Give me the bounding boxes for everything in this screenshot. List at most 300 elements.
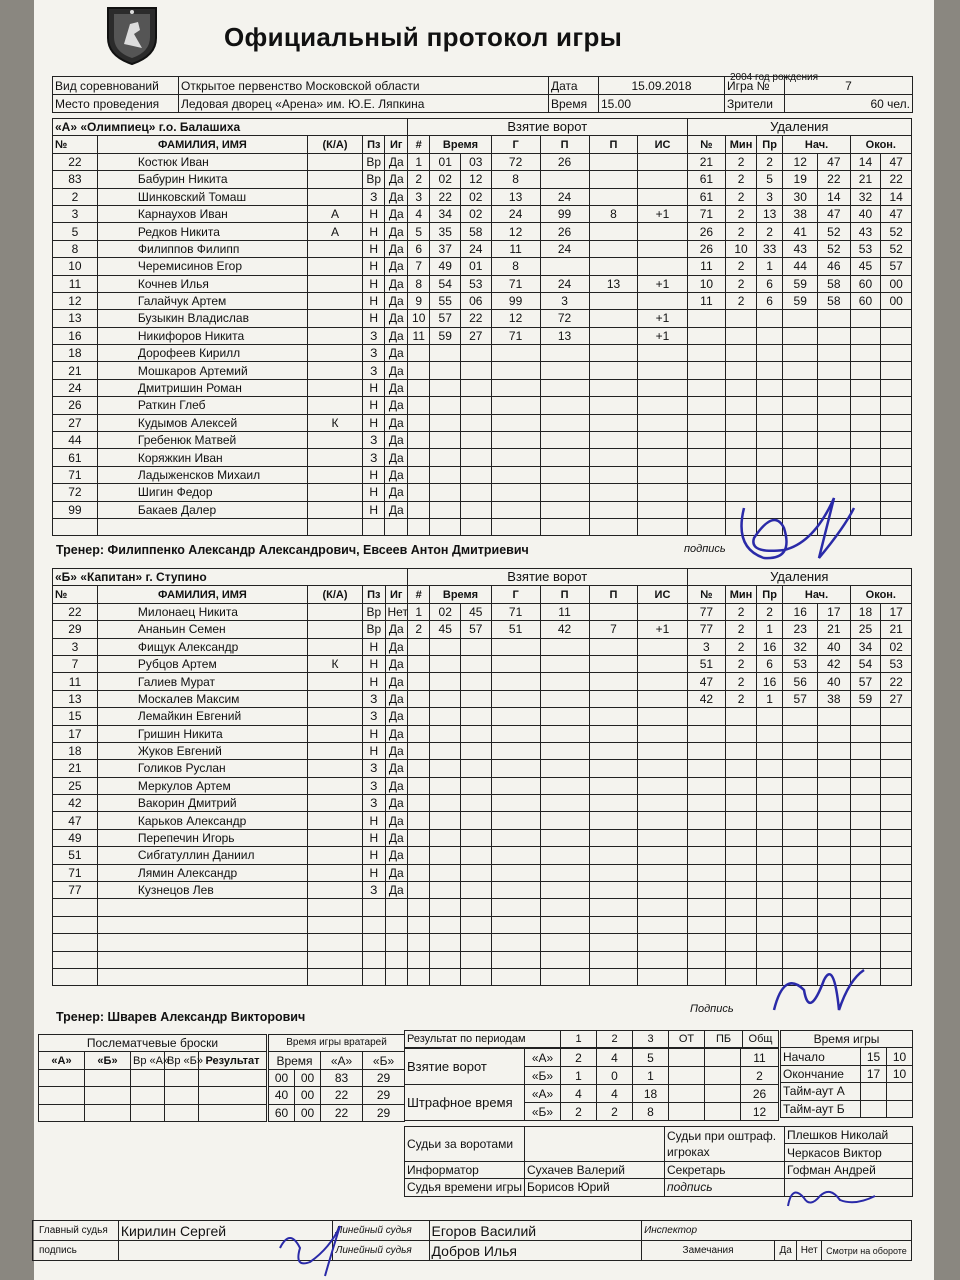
player-played: Да (385, 777, 407, 794)
col-pen-reason: Пр (756, 586, 783, 603)
goal-number: 2 (407, 171, 429, 188)
player-name: Ладыженсков Михаил (97, 466, 307, 483)
gk-col-a: «А» (321, 1052, 363, 1069)
goal-scorer: 24 (491, 205, 540, 222)
player-position: З (363, 795, 385, 812)
goal-number: 1 (407, 153, 429, 170)
col-pen-end: Окон. (850, 136, 911, 153)
penalty-player: 26 (687, 223, 726, 240)
timeout-b-label: Тайм-аут Б (781, 1100, 861, 1117)
player-played (385, 934, 407, 951)
goal-second: 12 (461, 171, 492, 188)
player-role: К (307, 655, 362, 672)
penalty-end-sec: 52 (881, 223, 912, 240)
penalty-reason: 6 (756, 275, 783, 292)
timeout-a-label: Тайм-аут А (781, 1083, 861, 1100)
start-minute: 10 (887, 1048, 913, 1065)
player-number: 17 (53, 725, 98, 742)
penalty-start-min: 12 (783, 153, 818, 170)
pim-label: Штрафное время (405, 1085, 525, 1121)
penalty-end-sec: 21 (881, 621, 912, 638)
table-row (53, 673, 912, 690)
team-b-label: «Б» (525, 1067, 561, 1085)
player-number: 16 (53, 327, 98, 344)
player-number: 42 (53, 795, 98, 812)
penalty-minutes: 2 (726, 223, 757, 240)
player-position: Н (363, 829, 385, 846)
player-role (307, 812, 362, 829)
player-position: З (363, 188, 385, 205)
player-number: 51 (53, 847, 98, 864)
player-played: Да (385, 449, 408, 466)
col-pen-min: Мин (726, 136, 757, 153)
goalkeeper-time-table (268, 1034, 405, 1122)
coach-a-signature-icon (724, 488, 864, 578)
player-role (307, 708, 362, 725)
col-name: ФАМИЛИЯ, ИМЯ (97, 586, 307, 603)
gk-b-number: 29 (363, 1087, 405, 1104)
penalty-reason: 33 (756, 240, 783, 257)
player-played: Да (385, 742, 407, 759)
penalty-end-sec: 02 (881, 638, 912, 655)
player-position: Н (363, 258, 385, 275)
table-row (269, 1104, 405, 1121)
referee-signature-icon (270, 1218, 350, 1278)
penalty-end-sec: 27 (881, 690, 912, 707)
player-position: Н (363, 275, 385, 292)
game-number-label: Игра № (725, 77, 785, 95)
player-played: Да (385, 414, 408, 431)
gk-minute: 60 (269, 1104, 295, 1121)
goal-scorer: 8 (491, 171, 540, 188)
player-role (307, 397, 362, 414)
player-played: Да (385, 882, 407, 899)
penalty-end-min: 14 (850, 153, 881, 170)
col-goal-time: Время (430, 136, 491, 153)
table-row (53, 864, 912, 881)
player-number: 49 (53, 829, 98, 846)
player-role: К (307, 414, 362, 431)
goal-situation (638, 258, 687, 275)
player-role (307, 275, 362, 292)
player-role (307, 362, 362, 379)
player-name (97, 968, 307, 985)
goal-scorer: 72 (491, 153, 540, 170)
pim-a-value: 26 (741, 1085, 779, 1103)
player-played: Да (385, 621, 407, 638)
player-position: Н (363, 292, 385, 309)
player-position: Н (363, 812, 385, 829)
goal-situation: +1 (638, 205, 687, 222)
penalty-minutes: 2 (726, 258, 757, 275)
player-name: Милонаец Никита (97, 603, 307, 620)
goal-minute: 22 (430, 188, 461, 205)
player-number: 26 (53, 397, 98, 414)
goal-scorer: 12 (491, 223, 540, 240)
player-position: З (363, 882, 385, 899)
date-label: Дата (549, 77, 599, 95)
competition-label: Вид соревнований (53, 77, 179, 95)
player-played: Да (385, 205, 408, 222)
pim-b-value: 2 (561, 1103, 597, 1121)
penalty-end-sec: 17 (881, 603, 912, 620)
player-name: Шинковский Томаш (97, 188, 307, 205)
penalty-player: 10 (687, 275, 726, 292)
player-role (307, 292, 362, 309)
signature-label: подпись (665, 1179, 785, 1196)
penalty-end-min: 43 (850, 223, 881, 240)
secretary-value: Гофман Андрей (785, 1161, 913, 1178)
player-number (53, 951, 98, 968)
goals-a-value: 2 (561, 1049, 597, 1067)
team-a-label: «А» (525, 1049, 561, 1067)
player-number: 44 (53, 432, 98, 449)
penalty-end-min: 21 (850, 171, 881, 188)
player-number: 11 (53, 275, 98, 292)
col-ig: Иг (385, 136, 408, 153)
linesman-1-value: Егоров Василий (429, 1221, 642, 1241)
table-row (53, 777, 912, 794)
penalty-minutes: 2 (726, 655, 757, 672)
player-position: Вр (363, 171, 385, 188)
penalty-start-sec: 47 (818, 153, 851, 170)
goal-second: 24 (461, 240, 492, 257)
player-position: Н (363, 655, 385, 672)
player-role (307, 518, 362, 535)
goal-assist-2 (589, 310, 638, 327)
pim-b-value (705, 1103, 741, 1121)
col-pen-number: № (687, 136, 726, 153)
penalty-start-min: 59 (783, 292, 818, 309)
penalty-minutes: 2 (726, 171, 757, 188)
goal-second: 22 (461, 310, 492, 327)
team-a-coach: Тренер: Филиппенко Александр Александрович, Евсеев Антон Дмитриевич (56, 543, 529, 557)
place-label: Место проведения (53, 95, 179, 113)
player-number: 21 (53, 362, 98, 379)
referee-value: Кирилин Сергей (118, 1221, 333, 1241)
col-goal-scorer: Г (491, 586, 540, 603)
goal-assist-2 (589, 223, 638, 240)
player-number: 11 (53, 673, 98, 690)
penalty-end-sec: 22 (881, 673, 912, 690)
page-title: Официальный протокол игры (224, 22, 623, 52)
pim-a-value: 4 (597, 1085, 633, 1103)
player-name: Шигин Федор (97, 484, 307, 501)
player-number: 99 (53, 501, 98, 518)
player-number: 8 (53, 240, 98, 257)
goal-situation: +1 (638, 327, 687, 344)
player-position: З (363, 708, 385, 725)
penalty-player: 21 (687, 153, 726, 170)
period-shootout: ПБ (705, 1031, 743, 1048)
goal-second: 03 (461, 153, 492, 170)
penalty-judge-2: Черкасов Виктор (785, 1144, 913, 1161)
player-number (53, 518, 98, 535)
player-number: 61 (53, 449, 98, 466)
referee-label: Главный судья (33, 1221, 119, 1241)
goal-number: 1 (407, 603, 429, 620)
penalty-reason: 3 (756, 188, 783, 205)
player-name (97, 934, 307, 951)
col-ka: (К/А) (307, 586, 362, 603)
goal-situation (638, 223, 687, 240)
penalty-reason: 6 (756, 655, 783, 672)
player-role (307, 449, 362, 466)
player-position (363, 968, 385, 985)
penalty-minutes: 2 (726, 621, 757, 638)
col-ka: (К/А) (307, 136, 362, 153)
goal-assist-2: 7 (589, 621, 638, 638)
goal-situation (638, 188, 687, 205)
player-position: Н (363, 240, 385, 257)
penalty-player: 77 (687, 603, 726, 620)
penalty-start-sec: 22 (818, 171, 851, 188)
goals-a-value (669, 1049, 705, 1067)
player-position: Н (363, 673, 385, 690)
goal-assist-2: 13 (589, 275, 638, 292)
pim-a-value (705, 1085, 741, 1103)
col-assist-2: П (589, 136, 638, 153)
goal-scorer: 11 (491, 240, 540, 257)
goals-title: Взятие ворот (407, 569, 687, 586)
player-name: Меркулов Артем (97, 777, 307, 794)
informer-value: Сухачев Валерий (525, 1161, 665, 1178)
goal-assist-1: 72 (540, 310, 589, 327)
info-table (52, 76, 913, 113)
player-played: Нет (385, 603, 407, 620)
player-position: З (363, 760, 385, 777)
team-header: «Б» «Капитан» г. Ступино (53, 569, 408, 586)
player-position: Н (363, 638, 385, 655)
player-number: 5 (53, 223, 98, 240)
shootout-col-gk-b: Вр «Б» (165, 1052, 199, 1069)
player-played: Да (385, 379, 408, 396)
goal-number: 7 (407, 258, 429, 275)
timekeeper-signature-icon (780, 1178, 880, 1214)
goal-assist-1: 11 (540, 603, 589, 620)
table-row (53, 327, 912, 344)
player-position: Н (363, 484, 385, 501)
timekeeper-value: Борисов Юрий (525, 1179, 665, 1196)
player-number: 71 (53, 466, 98, 483)
time-label: Время (549, 95, 599, 113)
player-number (53, 934, 98, 951)
goal-minute: 34 (430, 205, 461, 222)
penalty-player: 77 (687, 621, 726, 638)
player-played: Да (385, 673, 407, 690)
col-assist-1: П (540, 136, 589, 153)
goal-assist-1: 3 (540, 292, 589, 309)
penalty-start-min: 38 (783, 205, 818, 222)
goal-scorer: 13 (491, 188, 540, 205)
player-number: 21 (53, 760, 98, 777)
game-time-title: Время игры (781, 1031, 913, 1048)
player-played: Да (385, 638, 407, 655)
player-role: А (307, 205, 362, 222)
player-played (385, 968, 407, 985)
goal-situation: +1 (638, 310, 687, 327)
player-role (307, 882, 362, 899)
timekeeper-label: Судья времени игры (405, 1179, 525, 1196)
penalty-reason: 2 (756, 153, 783, 170)
goal-minute: 45 (430, 621, 461, 638)
player-name: Фищук Александр (97, 638, 307, 655)
penalty-player: 51 (687, 655, 726, 672)
player-name: Мошкаров Артемий (97, 362, 307, 379)
goal-second: 27 (461, 327, 492, 344)
spectators-label: Зрители (725, 95, 785, 113)
player-played: Да (385, 432, 408, 449)
penalty-start-sec: 47 (818, 205, 851, 222)
goal-minute: 01 (430, 153, 461, 170)
penalty-start-sec: 58 (818, 275, 851, 292)
table-row (53, 899, 912, 916)
player-role (307, 432, 362, 449)
player-name: Коряжкин Иван (97, 449, 307, 466)
player-number: 25 (53, 777, 98, 794)
results-title: Результат по периодам (405, 1031, 561, 1048)
player-name: Голиков Руслан (97, 760, 307, 777)
player-name: Галайчук Артем (97, 292, 307, 309)
player-position (363, 518, 385, 535)
table-row (53, 153, 912, 170)
penalty-end-sec: 22 (881, 171, 912, 188)
col-number: № (53, 136, 98, 153)
penalty-end-sec: 00 (881, 275, 912, 292)
player-position: З (363, 345, 385, 362)
player-role (307, 795, 362, 812)
pim-b-value: 8 (633, 1103, 669, 1121)
penalty-player: 61 (687, 188, 726, 205)
player-number: 7 (53, 655, 98, 672)
player-name: Кузнецов Лев (97, 882, 307, 899)
gk-minute: 40 (269, 1087, 295, 1104)
team-b-coach: Тренер: Шварев Александр Викторович (56, 1010, 306, 1024)
penalty-start-sec: 42 (818, 655, 851, 672)
player-played: Да (385, 171, 408, 188)
player-number: 71 (53, 864, 98, 881)
player-position: Н (363, 725, 385, 742)
penalty-reason: 2 (756, 223, 783, 240)
goal-assist-2 (589, 292, 638, 309)
goal-scorer: 8 (491, 258, 540, 275)
table-row (53, 310, 912, 327)
table-row (53, 432, 912, 449)
table-row (53, 240, 912, 257)
player-name: Гребенюк Матвей (97, 432, 307, 449)
player-role (307, 968, 362, 985)
table-row (53, 916, 912, 933)
player-role (307, 171, 362, 188)
player-role (307, 725, 362, 742)
goal-assist-2 (589, 153, 638, 170)
penalty-end-min: 60 (850, 275, 881, 292)
penalty-player: 3 (687, 638, 726, 655)
player-number: 22 (53, 153, 98, 170)
table-row (53, 188, 912, 205)
player-role (307, 777, 362, 794)
pim-b-value: 12 (741, 1103, 779, 1121)
goal-number: 11 (407, 327, 429, 344)
penalty-end-min: 18 (850, 603, 881, 620)
goal-minute: 54 (430, 275, 461, 292)
team-b-label: «Б» (525, 1103, 561, 1121)
table-row (53, 362, 912, 379)
goal-scorer: 12 (491, 310, 540, 327)
period-total: Общ (743, 1031, 779, 1048)
penalty-minutes: 2 (726, 153, 757, 170)
penalty-start-sec: 40 (818, 638, 851, 655)
penalty-start-min: 53 (783, 655, 818, 672)
player-played: Да (385, 655, 407, 672)
linesman-2-value: Добров Илья (429, 1241, 642, 1261)
penalty-start-sec: 58 (818, 292, 851, 309)
team_a-table (52, 118, 912, 536)
shootout-col-gk-a: Вр «А» (131, 1052, 165, 1069)
player-name: Дорофеев Кирилл (97, 345, 307, 362)
player-name (97, 518, 307, 535)
goal-second: 01 (461, 258, 492, 275)
player-role (307, 916, 362, 933)
penalty-start-min: 19 (783, 171, 818, 188)
table-row (53, 690, 912, 707)
goal-assist-1: 24 (540, 188, 589, 205)
player-number: 77 (53, 882, 98, 899)
player-number: 29 (53, 621, 98, 638)
year-note: 2004 год рождения (730, 72, 819, 83)
col-goal-situation: ИС (638, 136, 687, 153)
player-played: Да (385, 310, 408, 327)
shootout-table (38, 1034, 267, 1122)
player-played (385, 899, 407, 916)
player-position: З (363, 327, 385, 344)
player-played: Да (385, 864, 407, 881)
goal-number: 3 (407, 188, 429, 205)
player-role (307, 847, 362, 864)
player-role (307, 638, 362, 655)
col-pen-start: Нач. (783, 586, 850, 603)
goal-number: 10 (407, 310, 429, 327)
date-value: 15.09.2018 (599, 77, 725, 95)
pim-a-value: 4 (561, 1085, 597, 1103)
penalty-minutes: 2 (726, 603, 757, 620)
player-played: Да (385, 484, 408, 501)
referees-table (32, 1220, 912, 1261)
player-name: Кудымов Алексей (97, 414, 307, 431)
player-role (307, 153, 362, 170)
player-position: Н (363, 847, 385, 864)
player-name: Бузыкин Владислав (97, 310, 307, 327)
player-played: Да (385, 847, 407, 864)
player-name: Филиппов Филипп (97, 240, 307, 257)
col-goal-situation: ИС (638, 586, 687, 603)
player-played: Да (385, 501, 408, 518)
player-played: Да (385, 690, 407, 707)
penalty-start-sec: 14 (818, 188, 851, 205)
col-goal-scorer: Г (491, 136, 540, 153)
player-name: Редков Никита (97, 223, 307, 240)
goal-scorer: 71 (491, 327, 540, 344)
player-role (307, 188, 362, 205)
penalty-start-min: 30 (783, 188, 818, 205)
penalty-end-min: 54 (850, 655, 881, 672)
table-row (269, 1087, 405, 1104)
player-number: 72 (53, 484, 98, 501)
goal-assist-2 (589, 171, 638, 188)
team-header: «А» «Олимпиец» г.о. Балашиха (53, 119, 408, 136)
penalty-minutes: 2 (726, 188, 757, 205)
goal-second: 02 (461, 205, 492, 222)
